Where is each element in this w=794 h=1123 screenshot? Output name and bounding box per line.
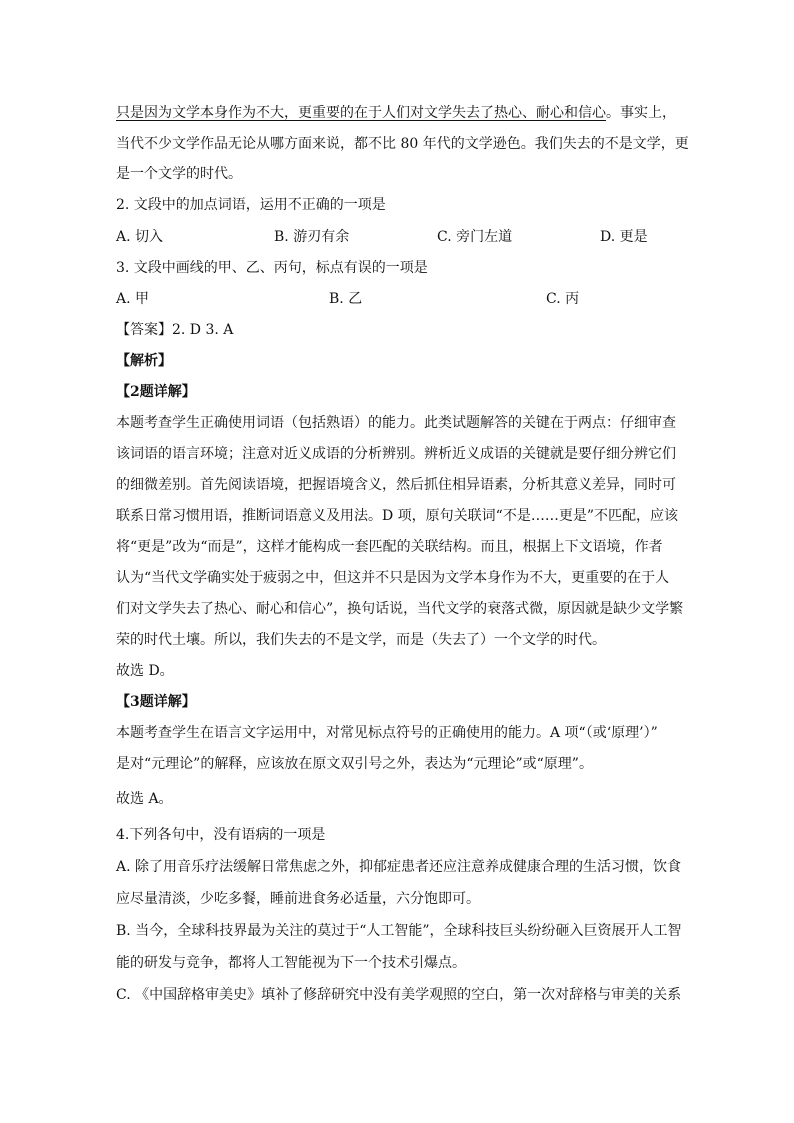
answer-line: 【答案】2. D 3. A [116, 322, 234, 338]
analysis-label: 【解析】 [116, 353, 172, 369]
question-4-stem: 4.下列各句中，没有语病的一项是 [116, 827, 326, 843]
q4-option-c-line-1: C. 《中国辞格审美史》填补了修辞研究中没有美学观照的空白，第一次对辞格与审美的关系 [116, 987, 682, 1003]
q3-detail-label: 【3题详解】 [116, 694, 196, 710]
passage-line-1 [116, 104, 686, 122]
q2-detail-line: 们对文学失去了热心、耐心和信心”，换句话说，当代文学的衰落式微，原因就是缺少文学繁 [116, 601, 684, 617]
q2-option-a: A. 切入 [116, 229, 164, 245]
q3-detail-line: 本题考查学生在语言文字运用中，对常见标点符号的正确使用的能力。A 项“（或‘原理’）” [116, 725, 658, 741]
q2-option-c: C. 旁门左道 [437, 229, 513, 245]
passage-line-3: 是一个文学的时代。 [116, 166, 242, 182]
q2-detail-line: 将“更是”改为“而是”，这样才能构成一套匹配的关联结构。而且，根据上下文语境，作者 [116, 539, 663, 555]
q2-option-d: D. 更是 [600, 229, 648, 245]
q2-option-b: B. 游刃有余 [274, 229, 350, 245]
underlined-sentence: 只是因为文学本身作为不大，更重要的在于人们对文学失去了热心、耐心和信心 [116, 105, 606, 121]
q4-option-a-line-2: 应尽量清淡，少吃多餐，睡前进食务必适量，六分饱即可。 [116, 891, 480, 907]
q2-detail-line: 认为“当代文学确实处于疲弱之中，但这并不只是因为文学本身作为不大，更重要的在于人 [116, 570, 670, 586]
q2-conclusion: 故选 D。 [116, 663, 174, 679]
q4-option-b-line-1: B. 当今，全球科技界最为关注的莫过于“人工智能”，全球科技巨头纷纷砸入巨资展开人工智 [116, 923, 682, 939]
q3-detail-line: 是对“元理论”的解释，应该放在原文双引号之外，表达为“元理论”或“原理”。 [116, 756, 593, 772]
q2-detail-line: 该词语的语言环境；注意对近义成语的分析辨别。辨析近义成语的关键就是要仔细分辨它们 [116, 446, 676, 462]
passage-line-1-rest: 。事实上， [606, 105, 676, 121]
question-2-stem: 2. 文段中的加点词语，运用不正确的一项是 [116, 197, 386, 213]
q2-detail-label: 【2题详解】 [116, 384, 196, 400]
q4-option-b-line-2: 能的研发与竞争，都将人工智能视为下一个技术引爆点。 [116, 955, 466, 971]
q3-option-c: C. 丙 [546, 291, 580, 307]
passage-line-2: 当代不少文学作品无论从哪方面来说，都不比 80 年代的文学逊色。我们失去的不是文学，更 [116, 136, 689, 152]
q4-option-a-line-1: A. 除了用音乐疗法缓解日常焦虑之外，抑郁症患者还应注意养成健康合理的生活习惯，饮食 [116, 859, 682, 875]
q3-option-b: B. 乙 [329, 291, 363, 307]
q2-detail-line: 荣的时代土壤。所以，我们失去的不是文学，而是（失去了）一个文学的时代。 [116, 632, 606, 648]
q3-option-a: A. 甲 [116, 291, 150, 307]
question-3-stem: 3. 文段中画线的甲、乙、丙句，标点有误的一项是 [116, 260, 428, 276]
q3-conclusion: 故选 A。 [116, 791, 173, 807]
q2-detail-line: 联系日常习惯用语，推断词语意义及用法。D 项，原句关联词“不是……更是”不匹配，应该 [116, 508, 678, 524]
q2-detail-line: 本题考查学生正确使用词语（包括熟语）的能力。此类试题解答的关键在于两点：仔细审查 [116, 415, 676, 431]
q2-detail-line: 的细微差别。首先阅读语境，把握语境含义，然后抓住相异语素，分析其意义差异，同时可 [116, 477, 676, 493]
